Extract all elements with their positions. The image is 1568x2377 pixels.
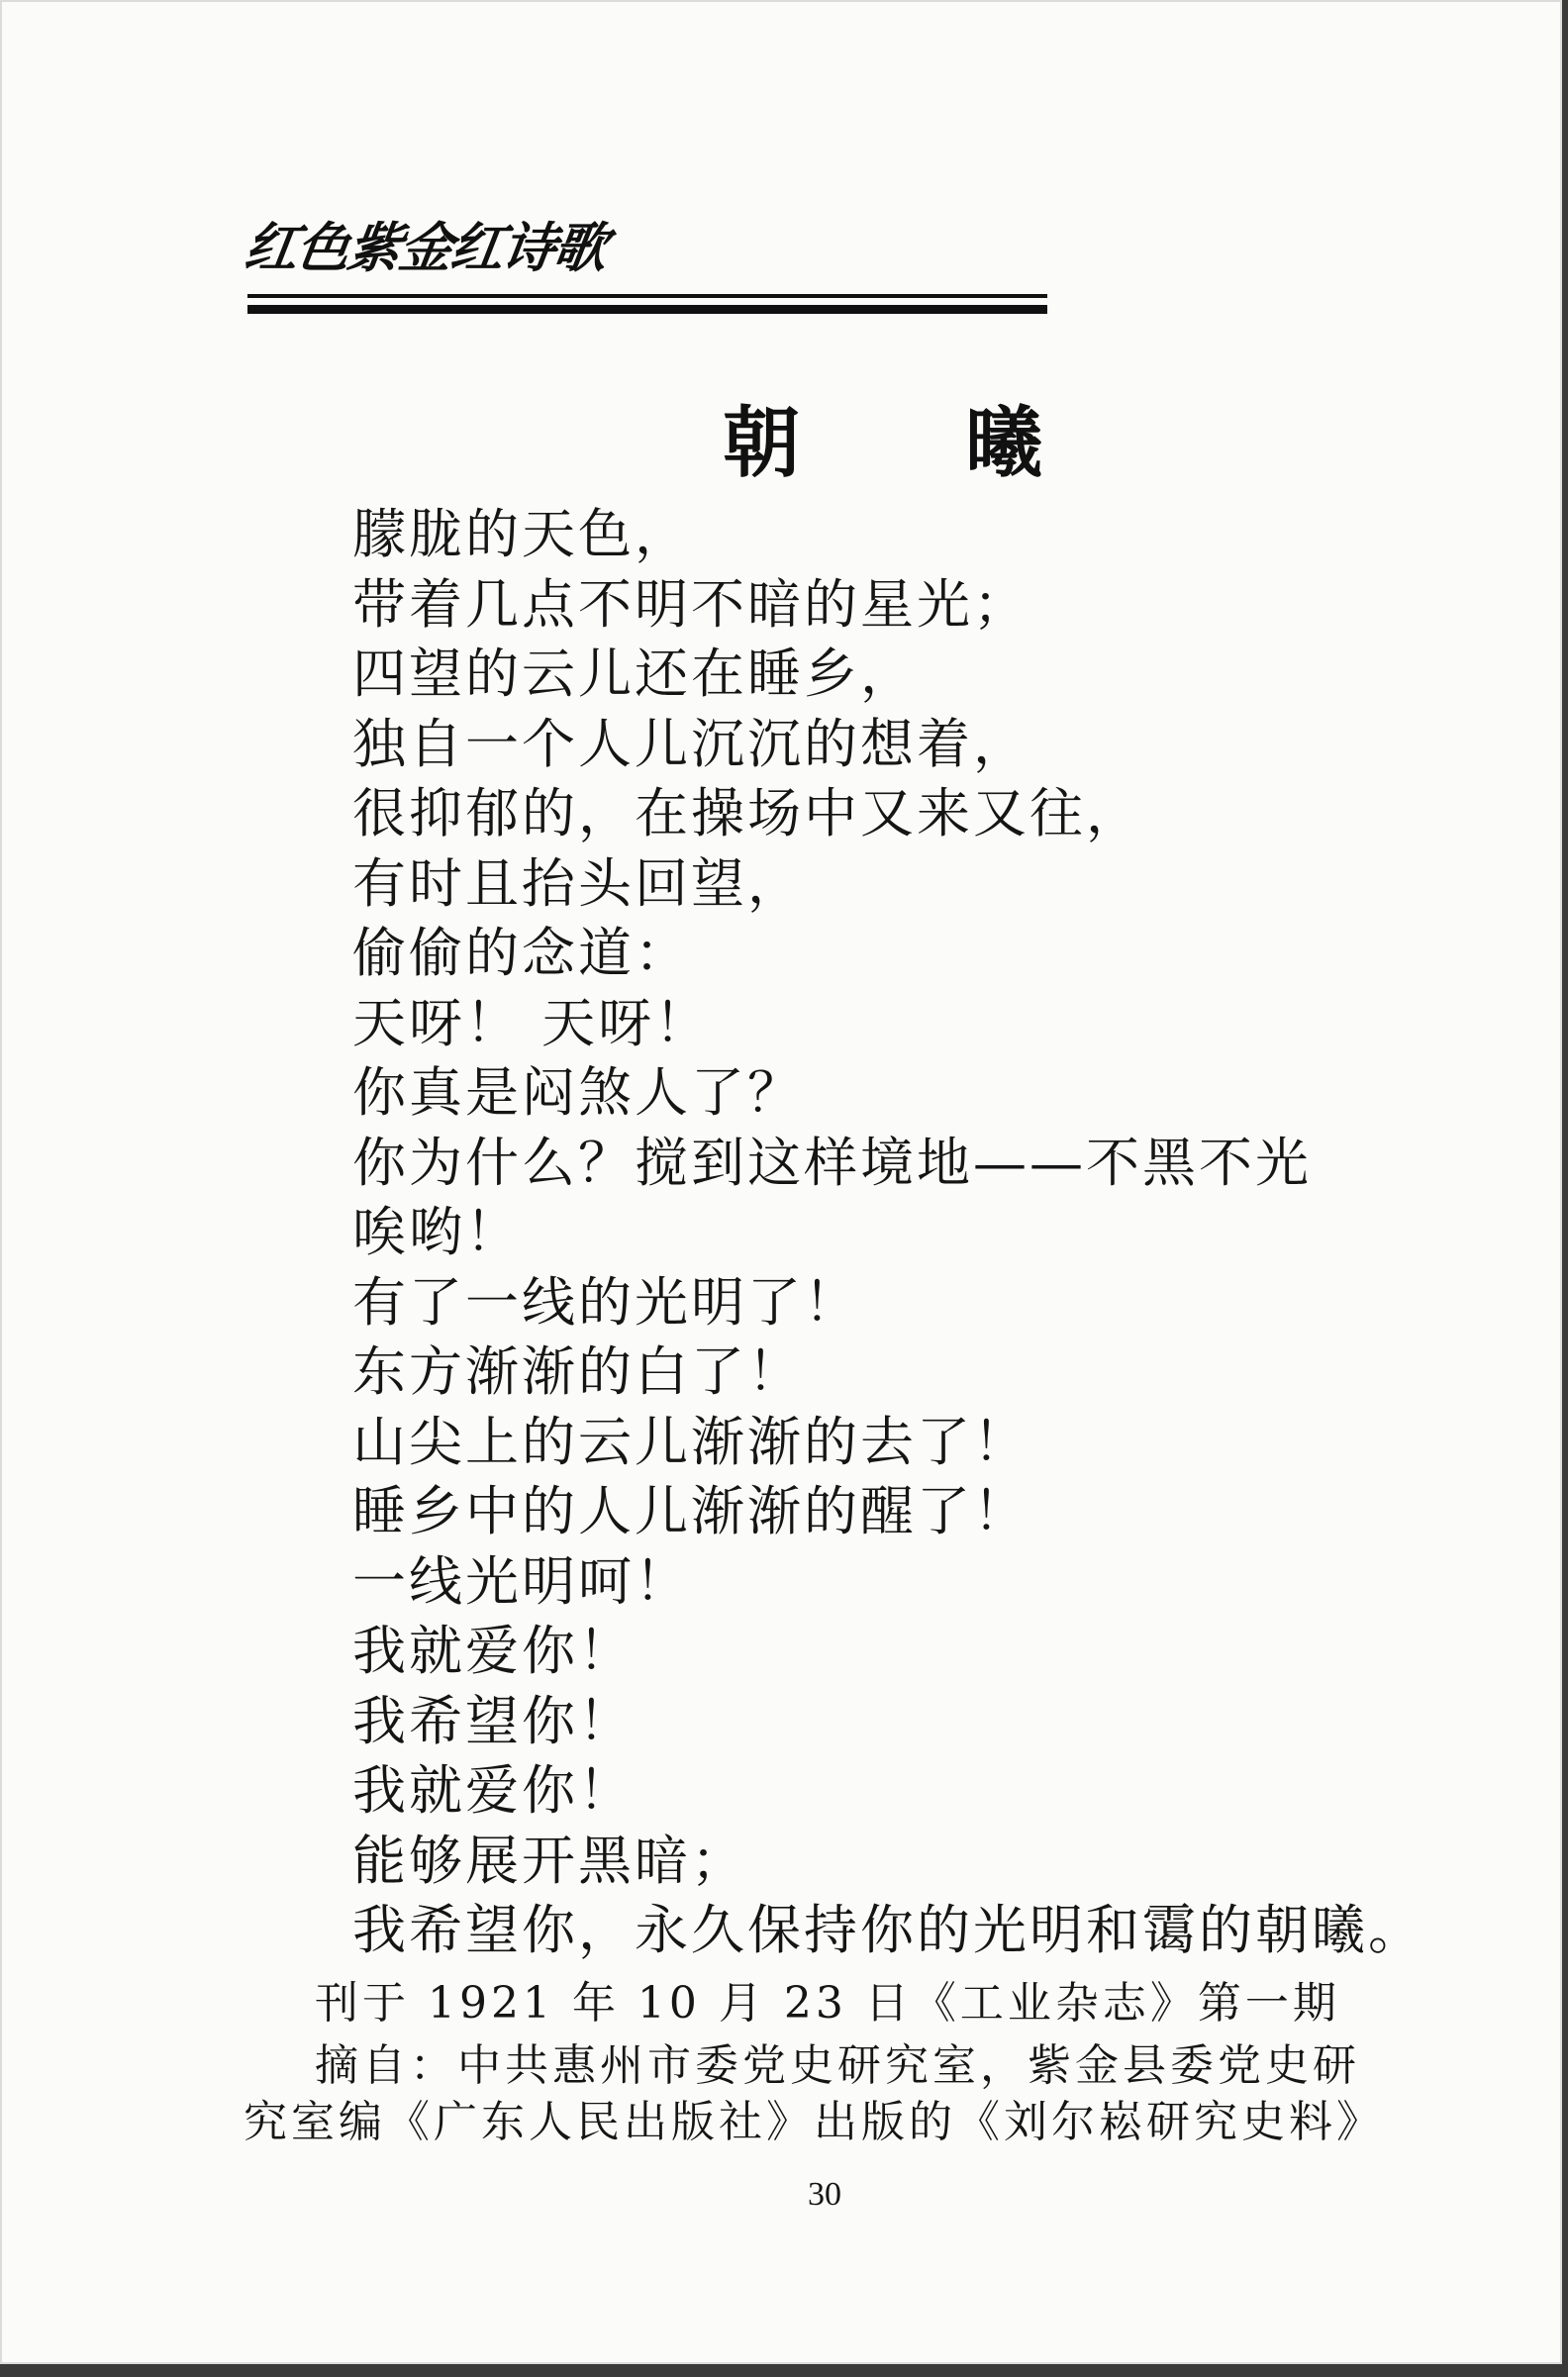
excerpt-source-line-2: 究室编《广东人民出版社》出版的《刘尔崧研究史料》 [244, 2097, 1384, 2147]
poem-line: 东方渐渐的白了！ [352, 1340, 804, 1403]
poem-line: 唉哟！ [352, 1201, 522, 1263]
excerpt-source-line-1: 摘自：中共惠州市委党史研究室，紫金县委党史研 [315, 2040, 1360, 2091]
poem-line: 我就爱你！ [352, 1620, 635, 1682]
poem-body [352, 500, 1424, 1966]
poem-line: 你真是闷煞人了？ [352, 1061, 804, 1124]
poem-line: 有时且抬头回望， [352, 851, 804, 915]
poem-line: 朦胧的天色， [352, 503, 691, 565]
poem-line: 偷偷的念道： [352, 922, 691, 984]
poem-line: 我希望你，永久保持你的光明和霭的朝曦。 [352, 1899, 1424, 1961]
poem-line: 很抑郁的，在操场中又来又往， [352, 782, 1142, 844]
poem-line: 独自一个人儿沉沉的想着， [352, 712, 1029, 775]
publication-note: 刊于 1921 年 10 月 23 日《工业杂志》第一期 [315, 1978, 1340, 2029]
header-rule-thick [247, 305, 1047, 314]
poem-line: 睡乡中的人儿渐渐的醒了！ [352, 1480, 1029, 1542]
page-number: 30 [808, 2176, 841, 2213]
poem-line: 带着几点不明不暗的星光； [352, 572, 1029, 636]
series-header-title: 红色紫金红诗歌 [241, 216, 611, 279]
poem-line: 有了一线的光明了！ [352, 1270, 860, 1334]
poem-line: 你为什么？搅到这样境地——不黑不光 [352, 1131, 1312, 1194]
poem-line: 能够展开黑暗； [352, 1829, 747, 1892]
poem-line: 天呀！ 天呀！ [352, 991, 712, 1054]
poem-line: 山尖上的云儿渐渐的去了！ [352, 1410, 1029, 1473]
header-rule-thin [247, 294, 1047, 298]
poem-line: 我就爱你！ [352, 1759, 635, 1822]
poem-line: 我希望你！ [352, 1689, 635, 1752]
poem-line: 四望的云儿还在睡乡， [352, 643, 917, 705]
poem-title: 朝 曦 [723, 398, 1113, 488]
poem-line: 一线光明呵！ [352, 1549, 691, 1613]
